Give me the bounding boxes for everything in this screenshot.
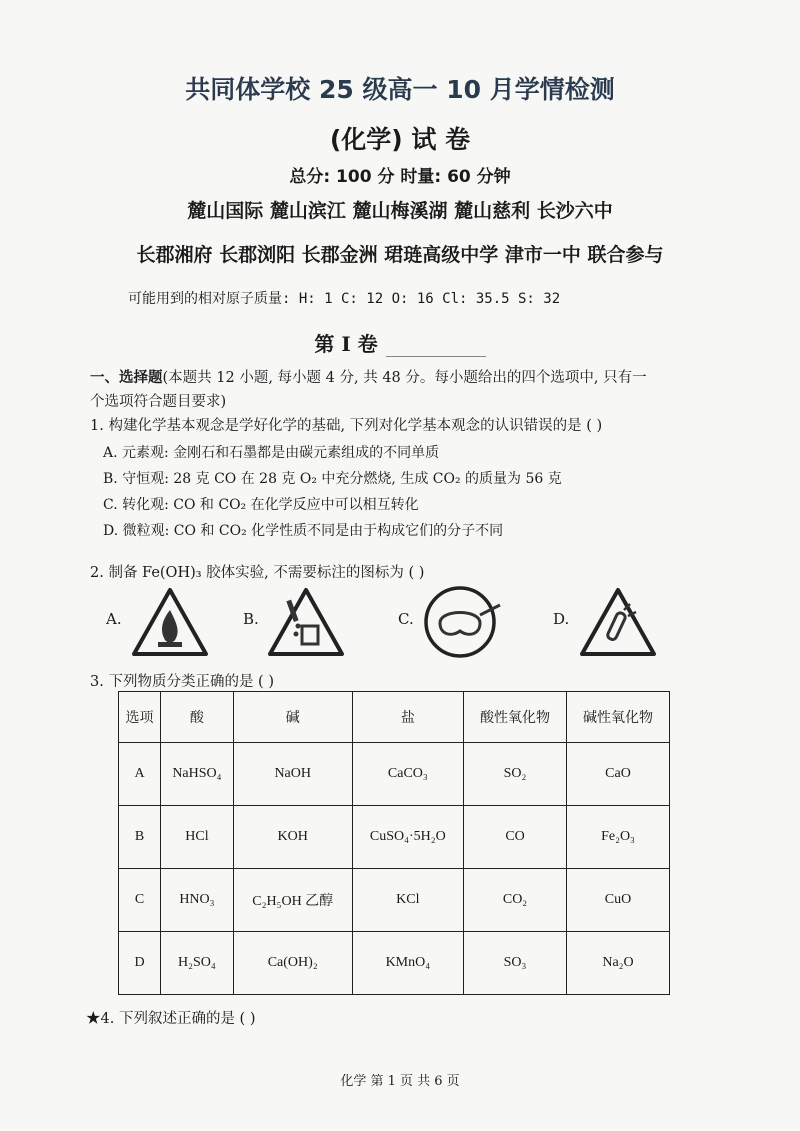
q4-stem: ★4. 下列叙述正确的是 ( )	[86, 1011, 256, 1027]
table-header: 碱性氧化物	[567, 692, 670, 743]
table-cell: B	[119, 806, 161, 869]
table-cell: NaOH	[233, 743, 352, 806]
table-cell: C	[119, 869, 161, 932]
exam-subtitle: (化学) 试 卷	[329, 125, 471, 154]
q2-label-a: A.	[106, 610, 122, 628]
table-cell: CaO	[567, 743, 670, 806]
table-header: 盐	[352, 692, 463, 743]
page-footer: 化学 第 1 页 共 6 页	[340, 1074, 460, 1089]
section-intro-line1: (本题共 12 小题, 每小题 4 分, 共 48 分。每小题给出的四个选项中, 只有一	[162, 370, 647, 386]
table-cell: CaCO₃	[352, 743, 463, 806]
table-cell: Na₂O	[567, 932, 670, 995]
volume-heading: 第 I 卷	[0, 328, 800, 357]
table-header-row	[119, 692, 670, 743]
table-cell: C₂H₅OH 乙醇	[233, 869, 352, 932]
table-cell: D	[119, 932, 161, 995]
flame-warning-icon	[130, 586, 210, 658]
table-header: 碱	[233, 692, 352, 743]
q1-option-d: D. 微粒观: CO 和 CO₂ 化学性质不同是由于构成它们的分子不同	[103, 523, 504, 539]
table-cell: CuO	[567, 869, 670, 932]
classification-table	[118, 691, 670, 995]
section-heading: 一、选择题	[90, 369, 163, 386]
q1-option-b: B. 守恒观: 28 克 CO 在 28 克 O₂ 中充分燃烧, 生成 CO₂ 的质量为 56 克	[103, 471, 562, 487]
section-intro	[90, 366, 730, 414]
table-cell: Fe₂O₃	[567, 806, 670, 869]
q2-stem: 2. 制备 Fe(OH)₃ 胶体实验, 不需要标注的图标为 ( )	[90, 565, 425, 581]
table-cell: CO	[464, 806, 567, 869]
table-cell: A	[119, 743, 161, 806]
q1-option-c: C. 转化观: CO 和 CO₂ 在化学反应中可以相互转化	[103, 497, 419, 513]
exam-title: 共同体学校 25 级高一 10 月学情检测	[185, 75, 615, 104]
q2-label-b: B.	[243, 610, 259, 628]
atomic-mass-line: 可能用到的相对原子质量: H: 1 C: 12 O: 16 Cl: 35.5 S: 32	[128, 291, 561, 307]
table-row	[119, 869, 670, 932]
bowl-goggles-icon	[420, 583, 506, 661]
schools-line-1: 麓山国际 麓山滨江 麓山梅溪湖 麓山慈利 长沙六中	[187, 200, 613, 222]
table-cell: KCl	[352, 869, 463, 932]
table-cell: CuSO₄·5H₂O	[352, 806, 463, 869]
schools-line-2: 长郡湘府 长郡浏阳 长郡金洲 珺琏高级中学 津市一中 联合参与	[136, 244, 664, 266]
table-cell: NaHSO₄	[161, 743, 234, 806]
q2-label-d: D.	[553, 610, 570, 628]
table-cell: KOH	[233, 806, 352, 869]
test-tube-warning-icon	[578, 586, 658, 658]
score-time-line: 总分: 100 分 时量: 60 分钟	[289, 167, 511, 187]
q1-stem: 1. 构建化学基本观念是学好化学的基础, 下列对化学基本观念的认识错误的是 ( )	[90, 418, 603, 434]
table-row	[119, 932, 670, 995]
q2-label-c: C.	[398, 610, 414, 628]
table-cell: Ca(OH)₂	[233, 932, 352, 995]
table-cell: SO₂	[464, 743, 567, 806]
table-header: 选项	[119, 692, 161, 743]
table-cell: CO₂	[464, 869, 567, 932]
table-cell: H₂SO₄	[161, 932, 234, 995]
table-cell: HNO₃	[161, 869, 234, 932]
volume-blank	[386, 356, 486, 357]
table-cell: KMnO₄	[352, 932, 463, 995]
table-cell: HCl	[161, 806, 234, 869]
table-header: 酸性氧化物	[464, 692, 567, 743]
q3-stem: 3. 下列物质分类正确的是 ( )	[90, 674, 274, 690]
table-header: 酸	[161, 692, 234, 743]
table-row	[119, 743, 670, 806]
table-row	[119, 806, 670, 869]
dropper-hand-icon	[266, 586, 346, 658]
table-cell: SO₃	[464, 932, 567, 995]
q1-option-a: A. 元素观: 金刚石和石墨都是由碳元素组成的不同单质	[103, 445, 440, 461]
section-intro-line2: 个选项符合题目要求)	[90, 394, 227, 410]
